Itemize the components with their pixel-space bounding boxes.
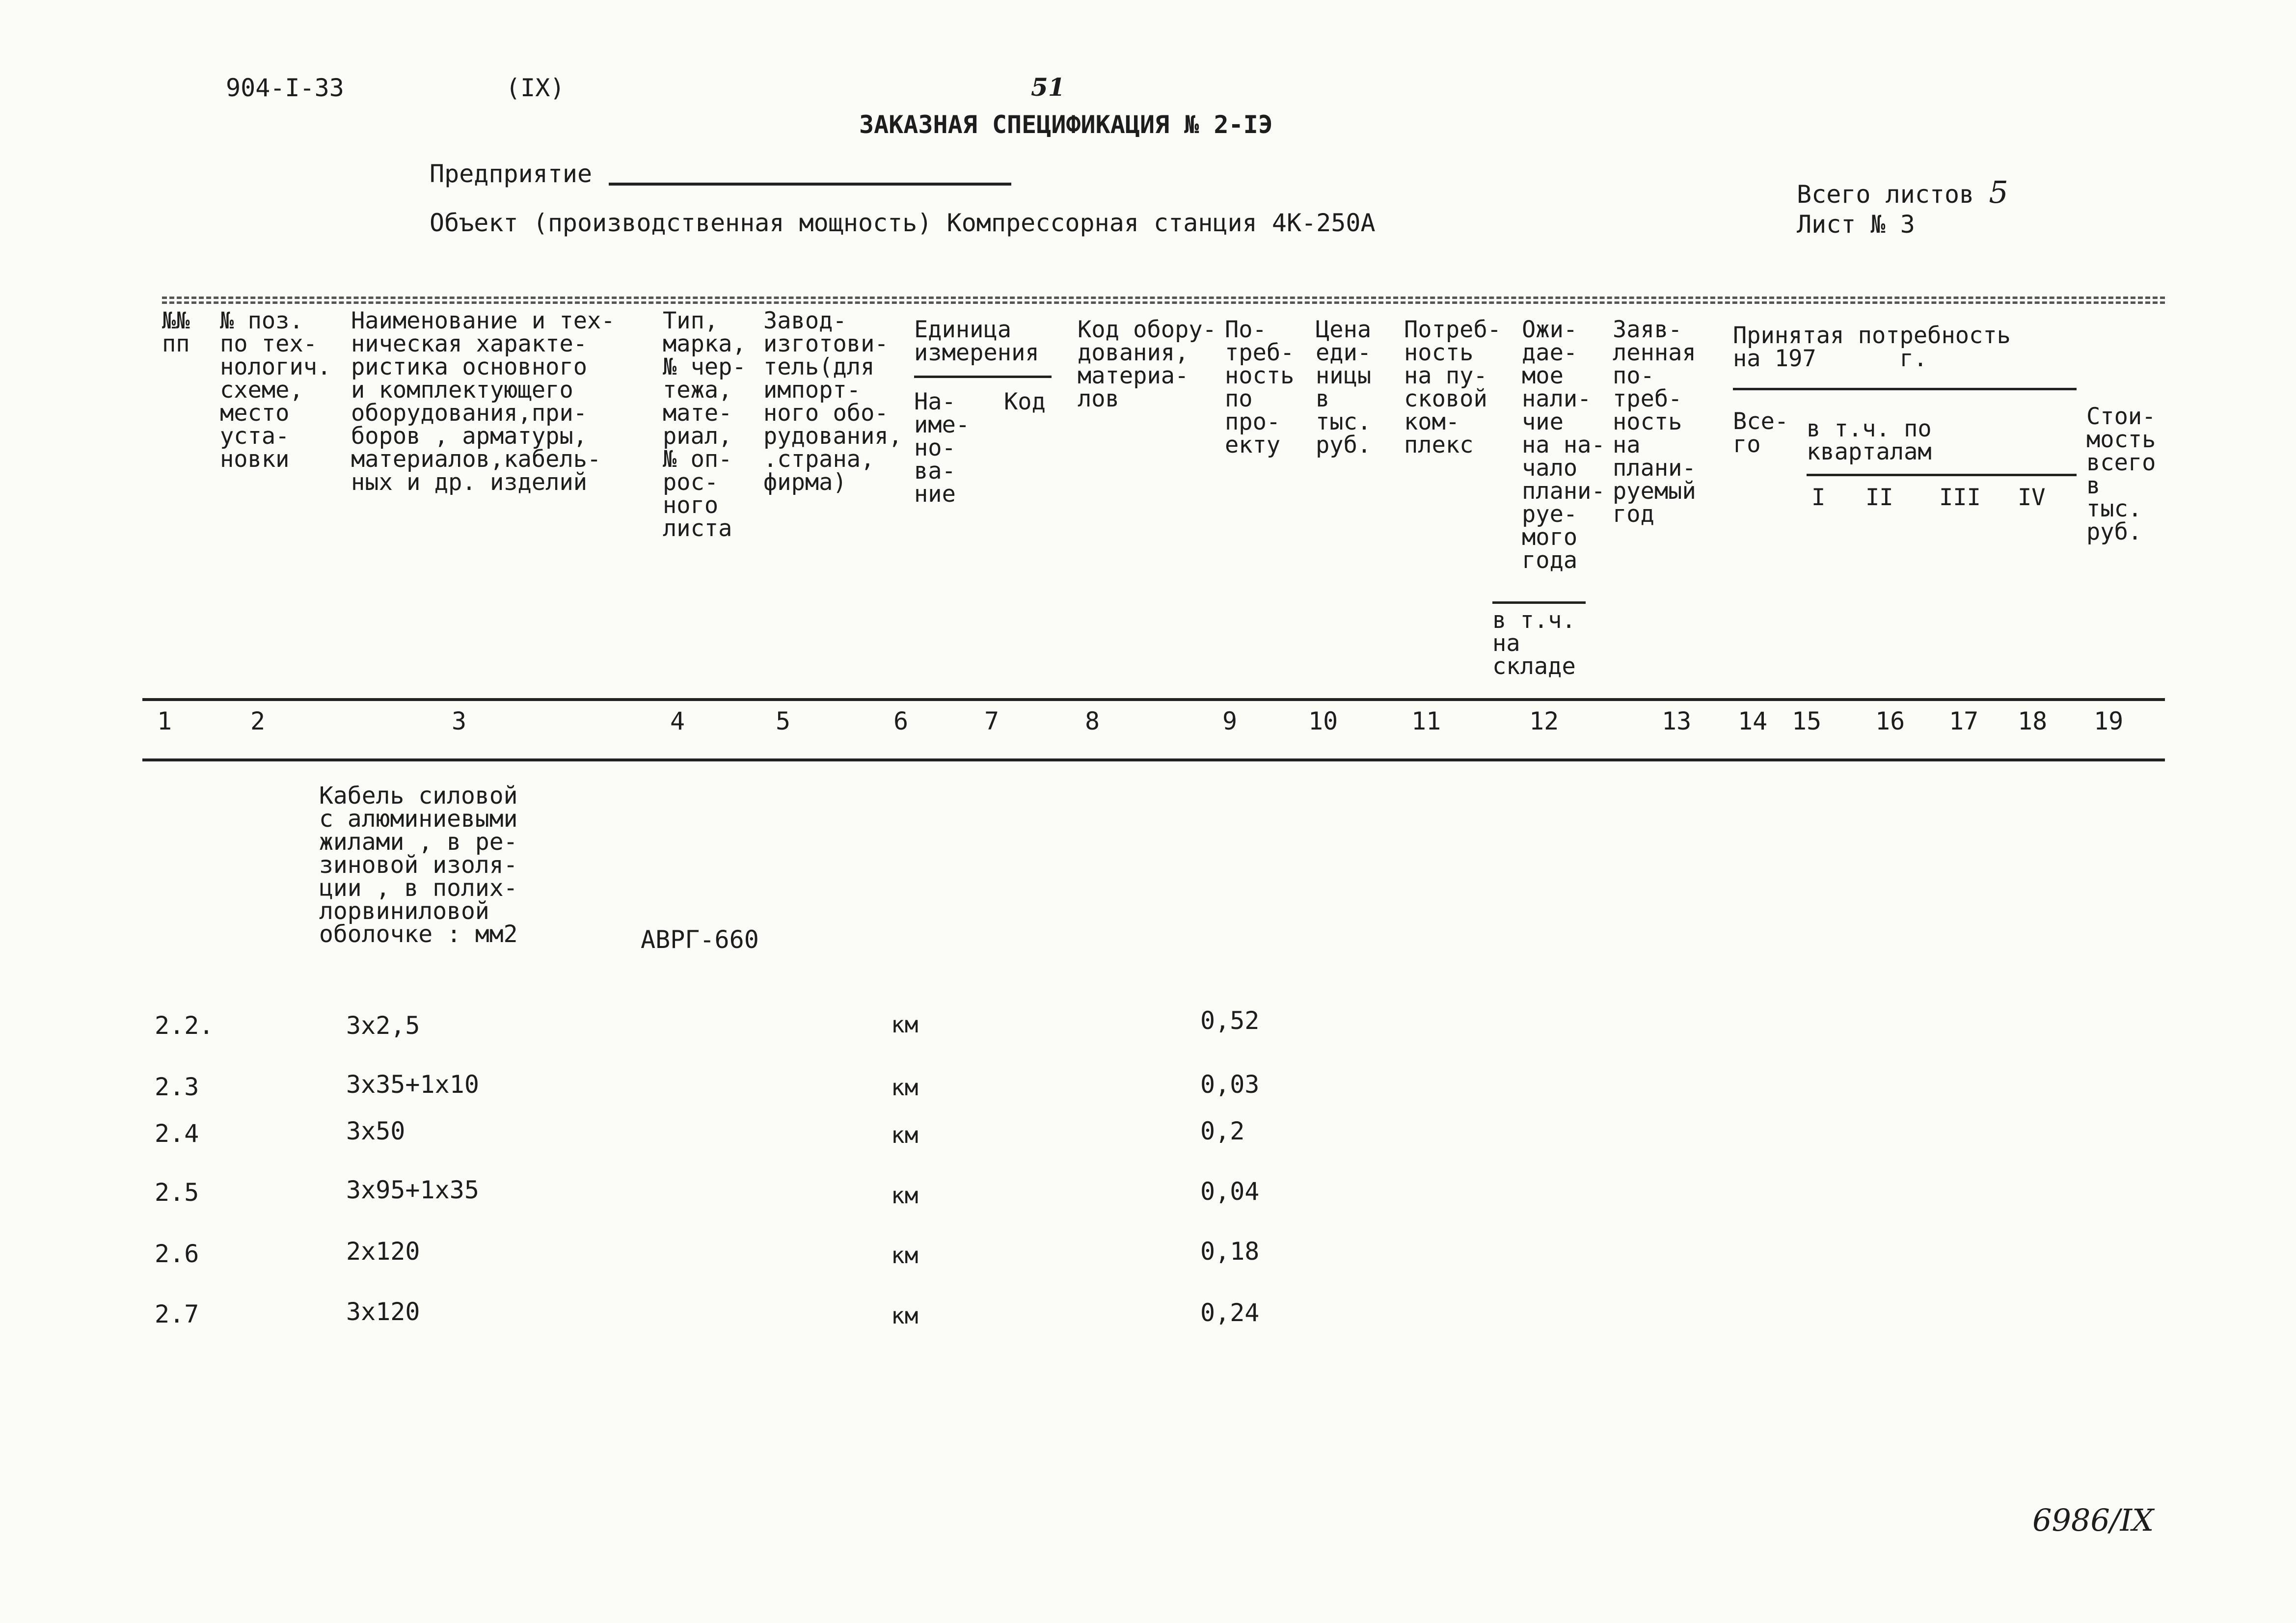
- row-position: 2.7: [155, 1300, 199, 1328]
- column-number-19: 19: [2094, 707, 2124, 735]
- column-numbers-bottom-rule: [142, 758, 2165, 761]
- row-unit: км: [891, 1182, 918, 1209]
- row-quantity: 0,24: [1200, 1298, 1260, 1327]
- column-number-5: 5: [776, 707, 791, 735]
- col-6-header: На- име- но- ва- ние: [914, 388, 970, 508]
- row-quantity: 0,52: [1200, 1006, 1260, 1035]
- col-12-sub-rule: [1492, 601, 1586, 604]
- col-6-7-group-header: Единица измерения: [914, 316, 1039, 366]
- enterprise-underline: [609, 183, 1011, 186]
- quarter-1-header: I: [1811, 484, 1826, 511]
- column-number-10: 10: [1308, 707, 1338, 735]
- column-number-9: 9: [1222, 707, 1238, 735]
- col-15-18-group-header: в т.ч. по кварталам: [1807, 415, 1932, 465]
- quarter-4-header: IV: [2018, 484, 2046, 511]
- table-top-dashed-rule-2: [162, 301, 2165, 304]
- document-title: ЗАКАЗНАЯ СПЕЦИФИКАЦИЯ № 2-IЭ: [859, 110, 1273, 139]
- document-code: 904-I-33: [226, 74, 344, 102]
- column-number-4: 4: [670, 707, 685, 735]
- column-number-12: 12: [1529, 707, 1559, 735]
- col-14-18-group-rule: [1733, 388, 2077, 390]
- row-name: 3х2,5: [346, 1011, 420, 1040]
- col-6-7-group-rule: [914, 376, 1052, 378]
- column-number-2: 2: [250, 707, 266, 735]
- col-1-header: №№ пп: [162, 307, 190, 357]
- col-8-header: Код обору- дования, материа- лов: [1078, 316, 1216, 412]
- quarter-3-header: III: [1939, 484, 1981, 511]
- sheets-total-label: Всего листов: [1797, 180, 1974, 209]
- group-name: Кабель силовой с алюминиевыми жилами , в ре- зиновой изоля- ции , в полих- лорвиниловой оболочке : мм2: [319, 782, 518, 948]
- row-position: 2.6: [155, 1240, 199, 1268]
- col-14-header: Все- го: [1733, 408, 1789, 458]
- page-number: 51: [1031, 73, 1065, 102]
- col-4-header: Тип, марка, № чер- тежа, мате- риал, № оп- рос- ного листа: [663, 307, 746, 542]
- row-position: 2.2.: [155, 1011, 214, 1040]
- row-name: 2х120: [346, 1237, 420, 1266]
- column-number-16: 16: [1875, 707, 1905, 735]
- row-quantity: 0,04: [1200, 1177, 1260, 1206]
- object-line: Объект (производственная мощность) Компрессорная станция 4К-250А: [430, 209, 1376, 237]
- column-numbers-top-rule: [142, 698, 2165, 701]
- column-number-11: 11: [1411, 707, 1441, 735]
- sheets-total: [1797, 174, 2008, 210]
- archive-number: 6986/IX: [2032, 1502, 2154, 1538]
- column-number-6: 6: [893, 707, 909, 735]
- quarters-rule: [1807, 474, 2077, 476]
- col-10-header: Цена еди- ницы в тыс. руб.: [1316, 316, 1372, 459]
- album-number: (IX): [506, 74, 565, 102]
- column-number-15: 15: [1792, 707, 1822, 735]
- column-number-3: 3: [452, 707, 467, 735]
- column-number-13: 13: [1662, 707, 1692, 735]
- row-unit: км: [891, 1074, 918, 1101]
- col-12-header: Ожи- дае- мое нали- чие на на- чало плани- руе- мого года: [1522, 316, 1605, 574]
- group-type: АВРГ-660: [641, 925, 759, 954]
- col-13-header: Заяв- ленная по- треб- ность на плани- руемый год: [1613, 316, 1696, 528]
- col-3-header: Наименование и тех- ническая характе- ристика основного и комплектующего оборудования,при- боров , арматуры, материалов,кабель- ных и др. изделий: [351, 307, 615, 496]
- col-5-header: Завод- изготови- тель(для импорт- ного обо- рудования, .страна, фирма): [763, 307, 902, 496]
- column-number-8: 8: [1085, 707, 1100, 735]
- col-11-header: Потреб- ность на пу- сковой ком- плекс: [1404, 316, 1502, 459]
- sheets-total-value: 5: [1989, 174, 2008, 210]
- column-number-18: 18: [2018, 707, 2048, 735]
- row-position: 2.5: [155, 1178, 199, 1207]
- column-number-14: 14: [1738, 707, 1768, 735]
- sheet-number: Лист № 3: [1797, 210, 1915, 239]
- row-position: 2.4: [155, 1119, 199, 1148]
- column-number-1: 1: [157, 707, 172, 735]
- row-name: 3х95+1х35: [346, 1176, 479, 1204]
- row-name: 3х120: [346, 1298, 420, 1326]
- column-number-17: 17: [1949, 707, 1979, 735]
- col-12-sub-header: в т.ч. на складе: [1492, 607, 1576, 680]
- row-unit: км: [891, 1242, 918, 1269]
- row-quantity: 0,2: [1200, 1117, 1245, 1145]
- row-quantity: 0,03: [1200, 1070, 1260, 1099]
- row-quantity: 0,18: [1200, 1237, 1260, 1266]
- quarter-2-header: II: [1865, 484, 1893, 511]
- table-top-dashed-rule: [162, 297, 2165, 299]
- col-14-18-group-header: Принятая потребность на 197 г.: [1733, 322, 2011, 372]
- col-7-header: Код: [1004, 388, 1046, 415]
- col-9-header: По- треб- ность по про- екту: [1225, 316, 1295, 459]
- row-unit: км: [891, 1302, 918, 1329]
- column-number-7: 7: [984, 707, 999, 735]
- row-name: 3х35+1х10: [346, 1070, 479, 1099]
- enterprise-label: Предприятие: [430, 160, 593, 188]
- row-position: 2.3: [155, 1073, 199, 1101]
- row-unit: км: [891, 1122, 918, 1148]
- row-unit: км: [891, 1011, 918, 1038]
- col-2-header: № поз. по тех- нологич. схеме, место уста- новки: [220, 307, 331, 473]
- col-19-header: Стои- мость всего в тыс. руб.: [2086, 403, 2156, 545]
- row-name: 3х50: [346, 1117, 405, 1145]
